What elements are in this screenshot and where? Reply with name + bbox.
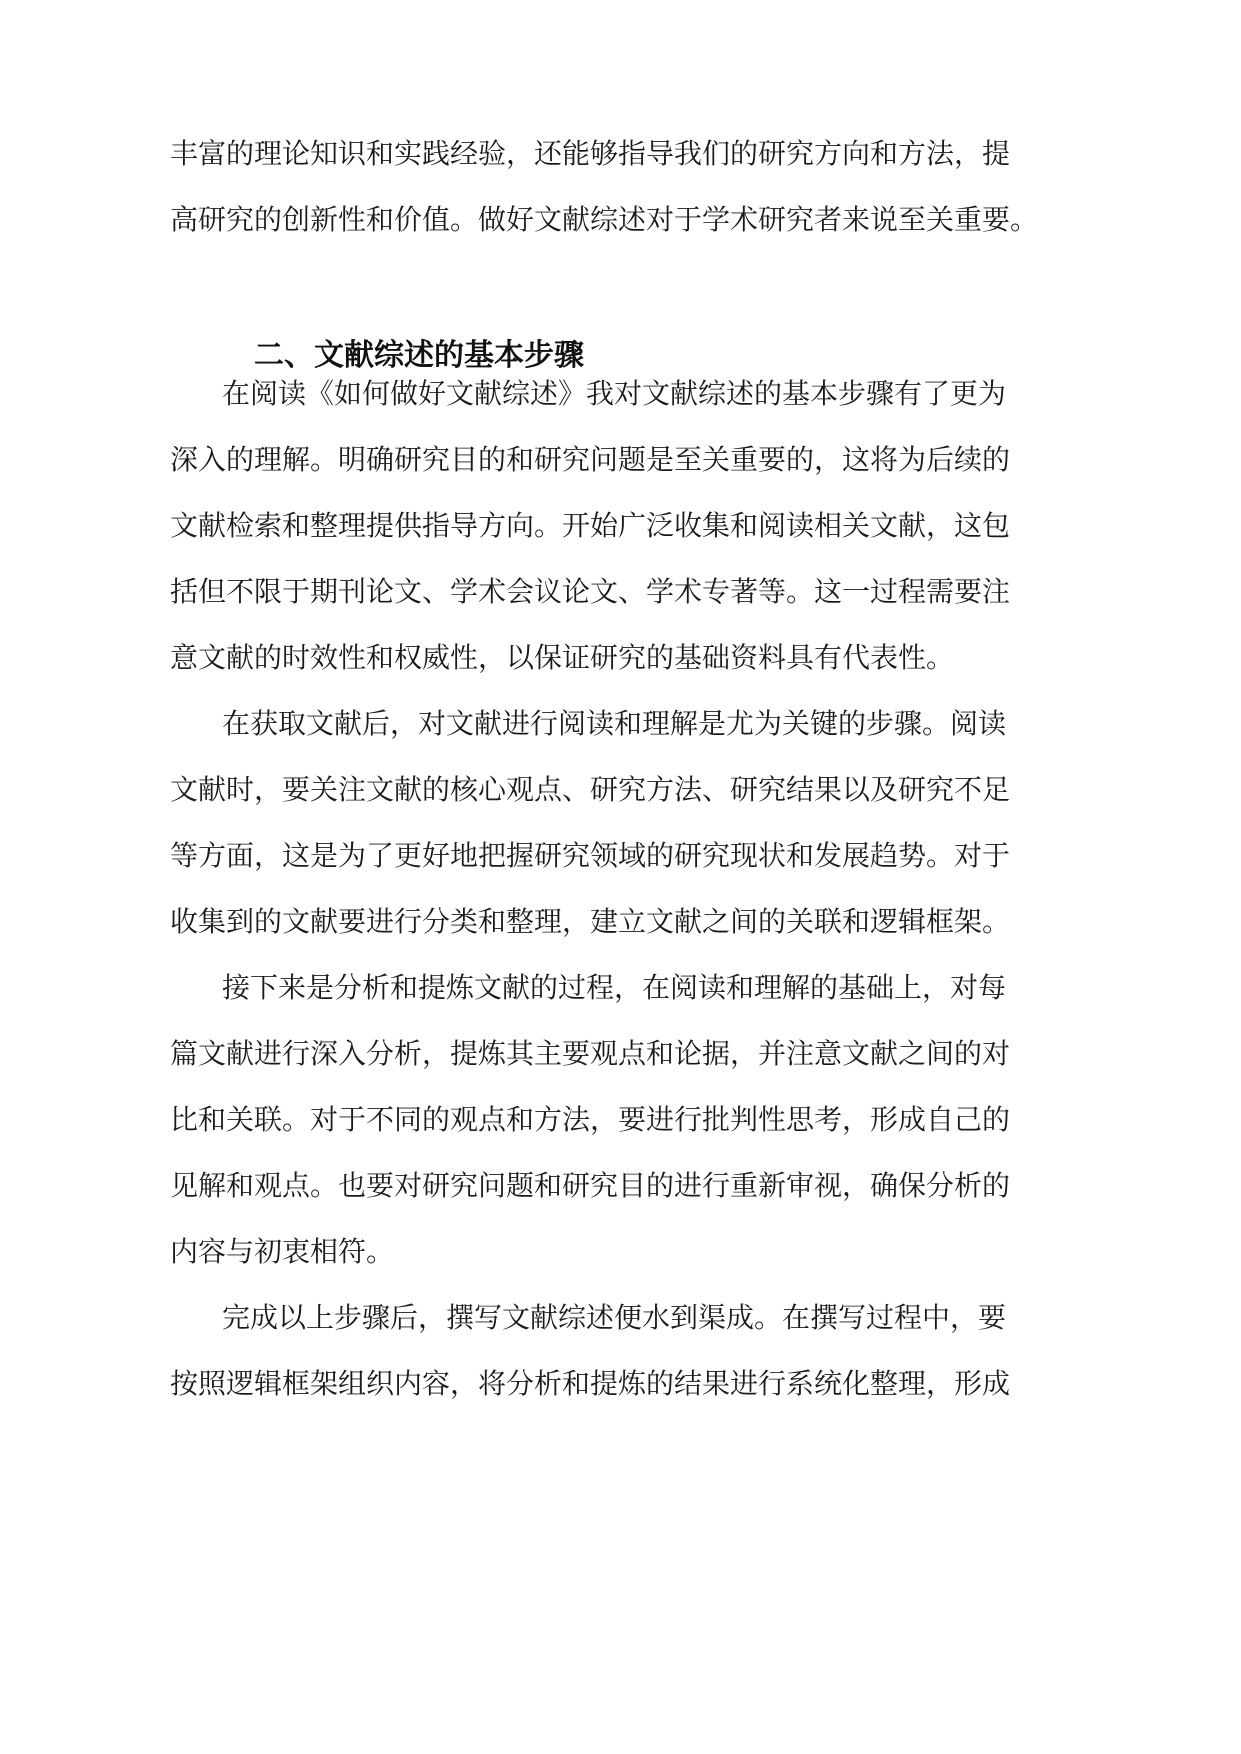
body-text-line: 意文献的时效性和权威性，以保证研究的基础资料具有代表性。 [170,641,955,674]
body-text-line: 篇文献进行深入分析，提炼其主要观点和论据，并注意文献之间的对 [170,1037,1011,1070]
body-text-line: 内容与初衷相符。 [170,1235,395,1268]
body-text-line: 文献时，要关注文献的核心观点、研究方法、研究结果以及研究不足 [170,773,1011,806]
body-text-line: 在阅读《如何做好文献综述》我对文献综述的基本步骤有了更为 [222,377,1007,410]
body-text-line: 按照逻辑框架组织内容，将分析和提炼的结果进行系统化整理，形成 [170,1367,1011,1400]
body-text-line: 丰富的理论知识和实践经验，还能够指导我们的研究方向和方法，提 [170,137,1011,170]
body-text-line: 比和关联。对于不同的观点和方法，要进行批判性思考，形成自己的 [170,1103,1011,1136]
section-heading: 二、文献综述的基本步骤 [254,338,584,373]
body-text-line: 括但不限于期刊论文、学术会议论文、学术专著等。这一过程需要注 [170,575,1011,608]
body-text-line: 接下来是分析和提炼文献的过程，在阅读和理解的基础上，对每 [222,971,1007,1004]
body-text-line: 等方面，这是为了更好地把握研究领域的研究现状和发展趋势。对于 [170,839,1011,872]
body-text-line: 见解和观点。也要对研究问题和研究目的进行重新审视，确保分析的 [170,1169,1011,1202]
body-text-line: 高研究的创新性和价值。做好文献综述对于学术研究者来说至关重要。 [170,203,1039,236]
body-text-line: 收集到的文献要进行分类和整理，建立文献之间的关联和逻辑框架。 [170,905,1011,938]
body-text-line: 完成以上步骤后，撰写文献综述便水到渠成。在撰写过程中，要 [222,1301,1007,1334]
body-text-line: 在获取文献后，对文献进行阅读和理解是尤为关键的步骤。阅读 [222,707,1007,740]
body-text-line: 深入的理解。明确研究目的和研究问题是至关重要的，这将为后续的 [170,443,1011,476]
body-text-line: 文献检索和整理提供指导方向。开始广泛收集和阅读相关文献，这包 [170,509,1011,542]
